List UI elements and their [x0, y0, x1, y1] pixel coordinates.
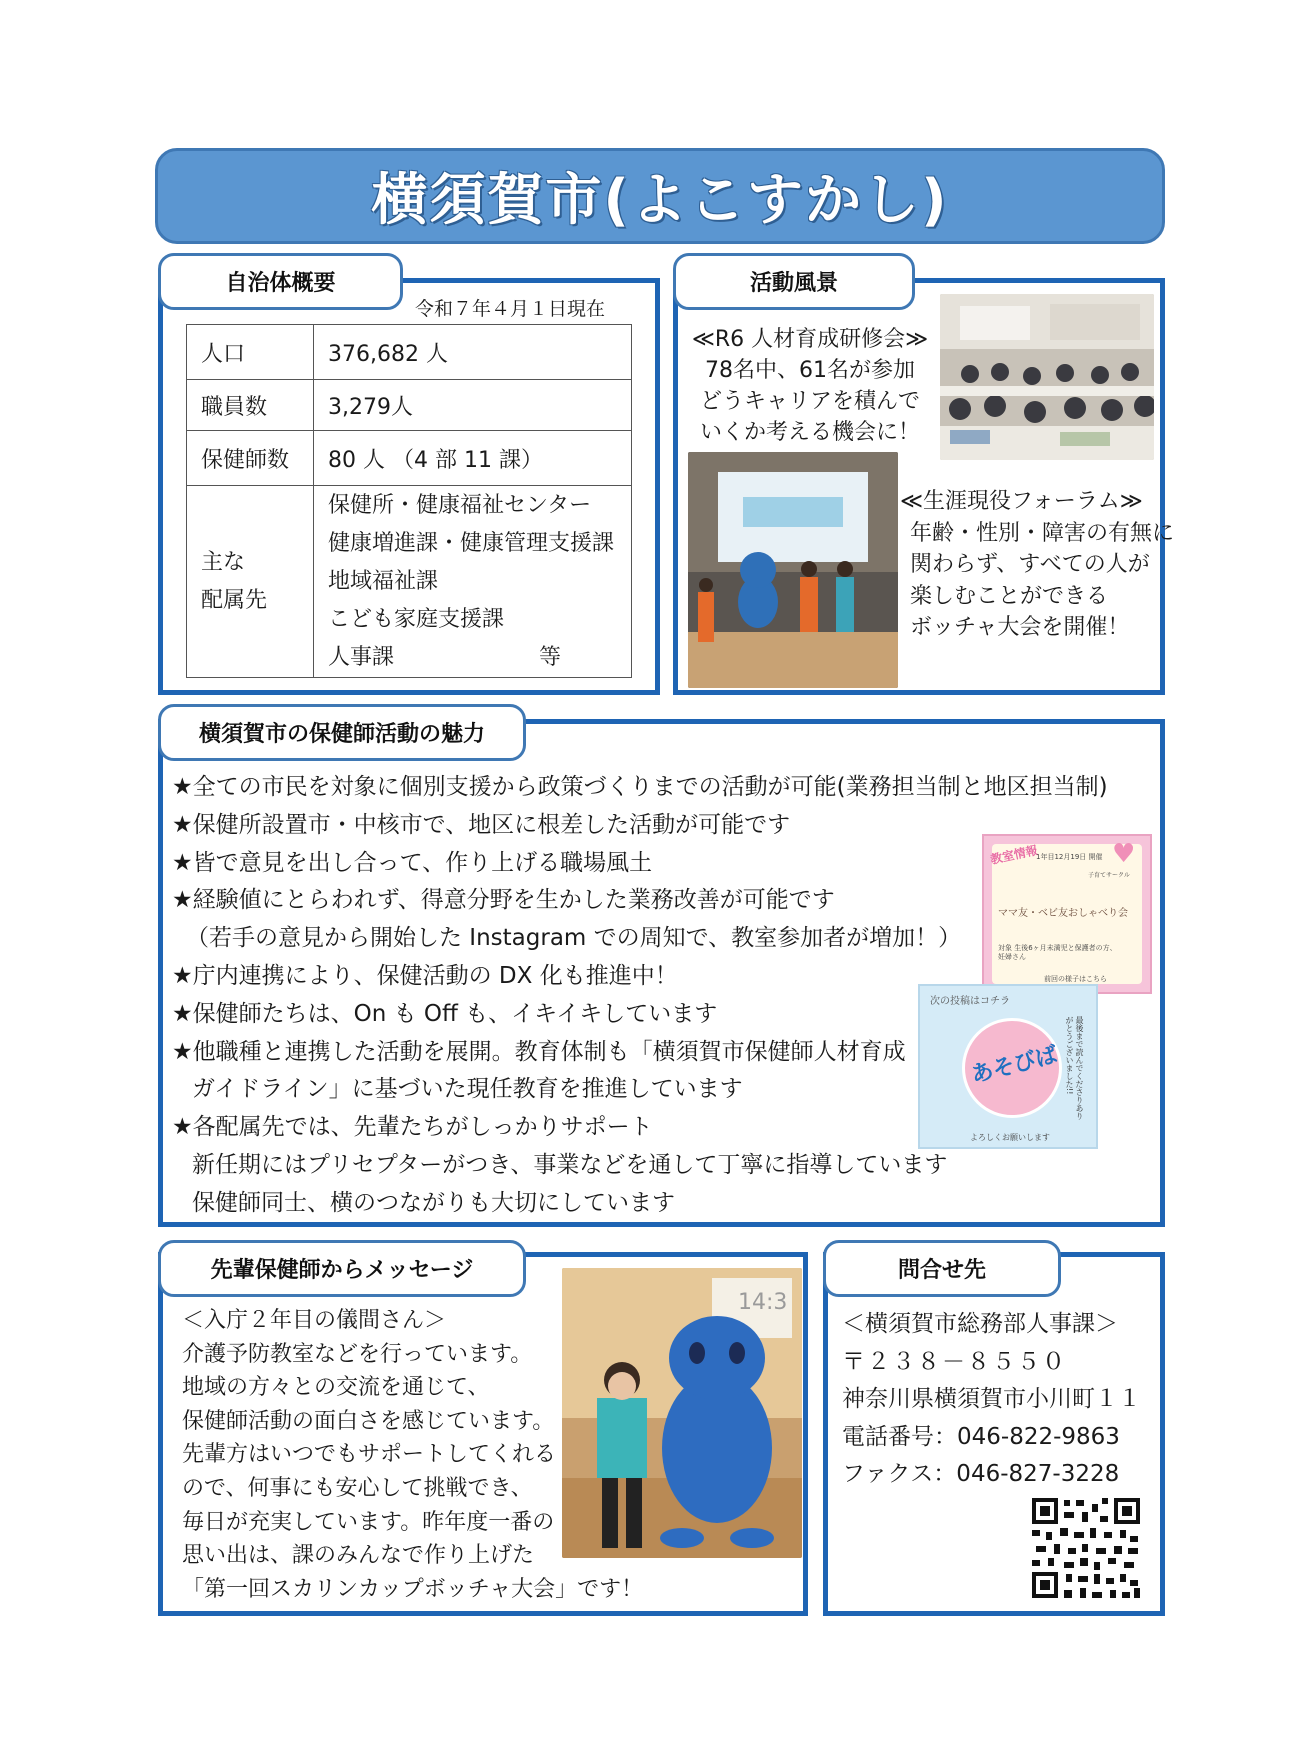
dept-item: こども家庭支援課 [328, 606, 505, 632]
qr-code-icon [1030, 1496, 1142, 1600]
instagram-flyer-blue [918, 984, 1098, 1149]
message-line: 保健師活動の面白さを感じています。 [182, 1408, 555, 1434]
forum-photo [688, 452, 898, 688]
title-banner [155, 148, 1165, 244]
dept-label-line-1: 主な [201, 549, 246, 575]
appeal-line: ★各配属先では、先輩たちがしっかりサポート [172, 1114, 653, 1141]
caption-line: 関わらず、すべての人が [910, 552, 1150, 577]
caption-line: ボッチャ大会を開催！ [910, 615, 1130, 640]
training-photo-image [940, 294, 1154, 460]
contact-tel: 電話番号：046-822-9863 [842, 1423, 1120, 1450]
appeal-tab [158, 704, 526, 761]
message-line: 先輩方はいつでもサポートしてくれる [182, 1442, 557, 1468]
message-tab-label: 先輩保健師からメッセージ [210, 1258, 474, 1283]
staff-value: 3,279人 [314, 380, 632, 431]
contact-dept: ＜横須賀市総務部人事課＞ [842, 1311, 1118, 1337]
message-line: ので、何事にも安心して挑戦でき、 [182, 1475, 533, 1501]
appeal-line: ★庁内連携により、保健活動の DX 化も推進中！ [172, 962, 678, 989]
caption-line: 78名中、61名が参加 [705, 358, 915, 383]
appeal-line: ★保健所設置市・中核市で、地区に根差した活動が可能です [172, 811, 791, 838]
caption-line: どうキャリアを積んで [699, 389, 920, 414]
caption-line: ≪R6 人材育成研修会≫ [691, 327, 929, 352]
forum-photo-image [688, 452, 898, 688]
flyer-blue-side: 最後まで読んでくださりありがとうございました!! [1065, 1016, 1084, 1120]
flyer-blue-top: 次の投稿はコチラ [930, 996, 1010, 1007]
page-title: 横須賀市(よこすかし) [371, 168, 949, 233]
staff-label: 職員数 [187, 380, 314, 431]
flyer-pink-date: 1年目12月19日 開催 [1036, 853, 1103, 861]
contact-postal: 〒２３８－８５５０ [842, 1348, 1067, 1375]
dept-etc: 等 [538, 644, 561, 670]
appeal-tab-label: 横須賀市の保健師活動の魅力 [198, 722, 485, 747]
appeal-line: ガイドライン」に基づいた現任教育を推進しています [192, 1076, 743, 1103]
overview-tab [158, 253, 403, 310]
senior-nurse-photo [562, 1268, 802, 1558]
forum-caption [900, 486, 1174, 644]
dept-item-last [328, 639, 617, 677]
dept-item: 人事課 [328, 644, 395, 670]
contact-address: 神奈川県横須賀市小川町１１ [842, 1386, 1141, 1412]
population-label: 人口 [187, 325, 314, 380]
appeal-line: 保健師同士、横のつながりも大切にしています [192, 1189, 675, 1216]
activity-tab-label: 活動風景 [749, 271, 838, 296]
flyer-blue-bottom: よろしくお願いします [970, 1133, 1050, 1142]
flyer-pink-tag: 子育てサークル [1088, 872, 1130, 879]
table-row [187, 380, 632, 431]
appeal-line: （若手の意見から開始した Instagram での周知で、教室参加者が増加！） [186, 925, 962, 952]
nurses-label: 保健師数 [187, 431, 314, 486]
contact-tab [823, 1240, 1061, 1297]
dept-label [187, 486, 314, 678]
qr-code-image [1030, 1496, 1142, 1600]
dept-item: 保健所・健康福祉センター [328, 492, 592, 518]
dept-list [314, 486, 632, 678]
message-line: 毎日が充実しています。昨年度一番の [182, 1509, 555, 1535]
table-row [187, 431, 632, 486]
message-line: 地域の方々との交流を通じて、 [182, 1375, 490, 1401]
contact-tab-label: 問合せ先 [897, 1258, 986, 1283]
dept-label-line-2: 配属先 [201, 587, 268, 613]
activity-tab [673, 253, 915, 310]
appeal-line: ★全ての市民を対象に個別支援から政策づくりまでの活動が可能(業務担当制と地区担当制) [172, 774, 1108, 800]
message-line: 介護予防教室などを行っています。 [182, 1341, 533, 1367]
appeal-line: 新任期にはプリセプターがつき、事業などを通して丁寧に指導しています [192, 1151, 948, 1178]
message-line: 「第一回スカリンカップボッチャ大会」です！ [182, 1576, 644, 1602]
appeal-line: ★他職種と連携した活動を展開。教育体制も「横須賀市保健師人材育成 [172, 1038, 906, 1065]
dept-item: 地域福祉課 [328, 568, 439, 594]
training-caption [690, 324, 930, 448]
nurses-value: 80 人 （4 部 11 課） [314, 431, 632, 486]
caption-line: 年齢・性別・障害の有無に [910, 520, 1175, 546]
table-row [187, 325, 632, 380]
instagram-flyer-pink [982, 834, 1152, 994]
dept-item: 健康増進課・健康管理支援課 [328, 530, 615, 556]
flyer-pink-target: 対象 生後6ヶ月未満児と保護者の方、妊婦さん [998, 944, 1117, 961]
appeal-line: ★経験値にとらわれず、得意分野を生かした業務改善が可能です [172, 887, 835, 914]
message-tab [158, 1240, 526, 1297]
caption-line: ≪生涯現役フォーラム≫ [900, 489, 1143, 514]
message-line: ＜入庁２年目の儀間さん＞ [182, 1308, 447, 1333]
training-photo [940, 294, 1154, 460]
appeal-line: ★皆で意見を出し合って、作り上げる職場風土 [172, 849, 653, 876]
flyer-pink-heading: 教室情報 [989, 843, 1040, 867]
caption-line: 楽しむことができる [910, 583, 1109, 609]
flyer-pink-foot: 前回の様子はこちら [1044, 975, 1107, 983]
flyer-blue-big: あそびば [968, 1042, 1061, 1089]
appeal-line: ★保健師たちは、On も Off も、イキイキしています [172, 1000, 718, 1027]
contact-info [842, 1306, 1141, 1494]
population-value: 376,682 人 [314, 325, 632, 380]
contact-fax: ファクス：046-827-3228 [842, 1461, 1120, 1487]
overview-date: 令和７年４月１日現在 [415, 298, 606, 320]
message-line: 思い出は、課のみんなで作り上げた [182, 1543, 535, 1569]
overview-tab-label: 自治体概要 [225, 271, 336, 296]
caption-line: いくか考える機会に！ [699, 420, 920, 445]
overview-table [186, 324, 632, 678]
table-row [187, 486, 632, 678]
photo-sign-text: 14:3 [738, 1290, 788, 1315]
heart-icon: ♥ [1112, 839, 1136, 869]
flyer-pink-title: ママ友・ベビ友おしゃべり会 [998, 908, 1128, 919]
